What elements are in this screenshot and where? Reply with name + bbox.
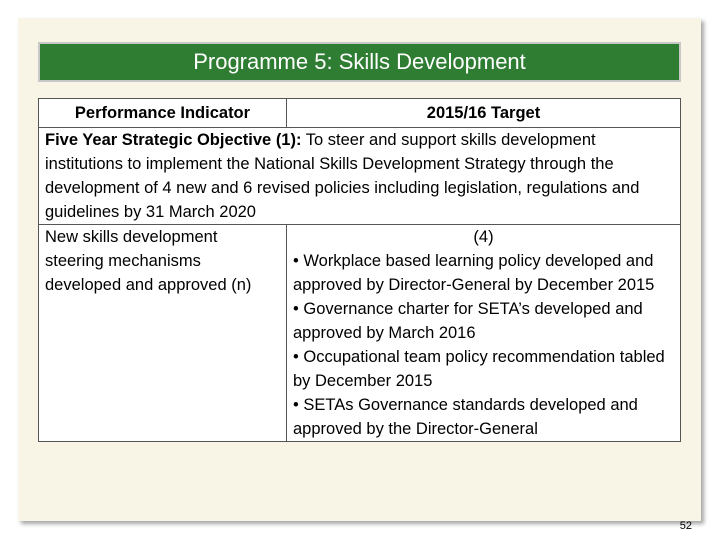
indicator-cell <box>39 225 287 442</box>
table-header-row <box>39 99 681 128</box>
target-item: • Governance charter for SETA’s developed and approved by March 2016 <box>293 300 643 342</box>
table-row <box>39 225 681 442</box>
target-item: • Occupational team policy recommendation tabled by December 2015 <box>293 348 665 390</box>
target-item: • Workplace based learning policy developed and approved by Director-General by December 2015 <box>293 252 655 294</box>
objective-text: To steer and support skills development institutions to implement the National Skills Development Strategy through the development of 4 new and 6 revised policies including legislation, regulations and guidelines by 31 March 2020 <box>45 131 640 221</box>
target-count: (4) <box>473 228 494 246</box>
objective-label: Five Year Strategic Objective (1): <box>45 131 302 149</box>
performance-table <box>38 98 681 442</box>
objective-cell <box>39 128 681 225</box>
indicator-text: New skills development steering mechanisms developed and approved (n) <box>45 228 252 294</box>
target-item: • SETAs Governance standards developed and approved by the Director-General <box>293 396 638 438</box>
target-cell <box>287 225 681 442</box>
header-performance-indicator: Performance Indicator <box>39 99 287 128</box>
objective-row <box>39 128 681 225</box>
header-target: 2015/16 Target <box>287 99 681 128</box>
slide-title: Programme 5: Skills Development <box>38 42 681 82</box>
page-number: 52 <box>679 520 692 532</box>
